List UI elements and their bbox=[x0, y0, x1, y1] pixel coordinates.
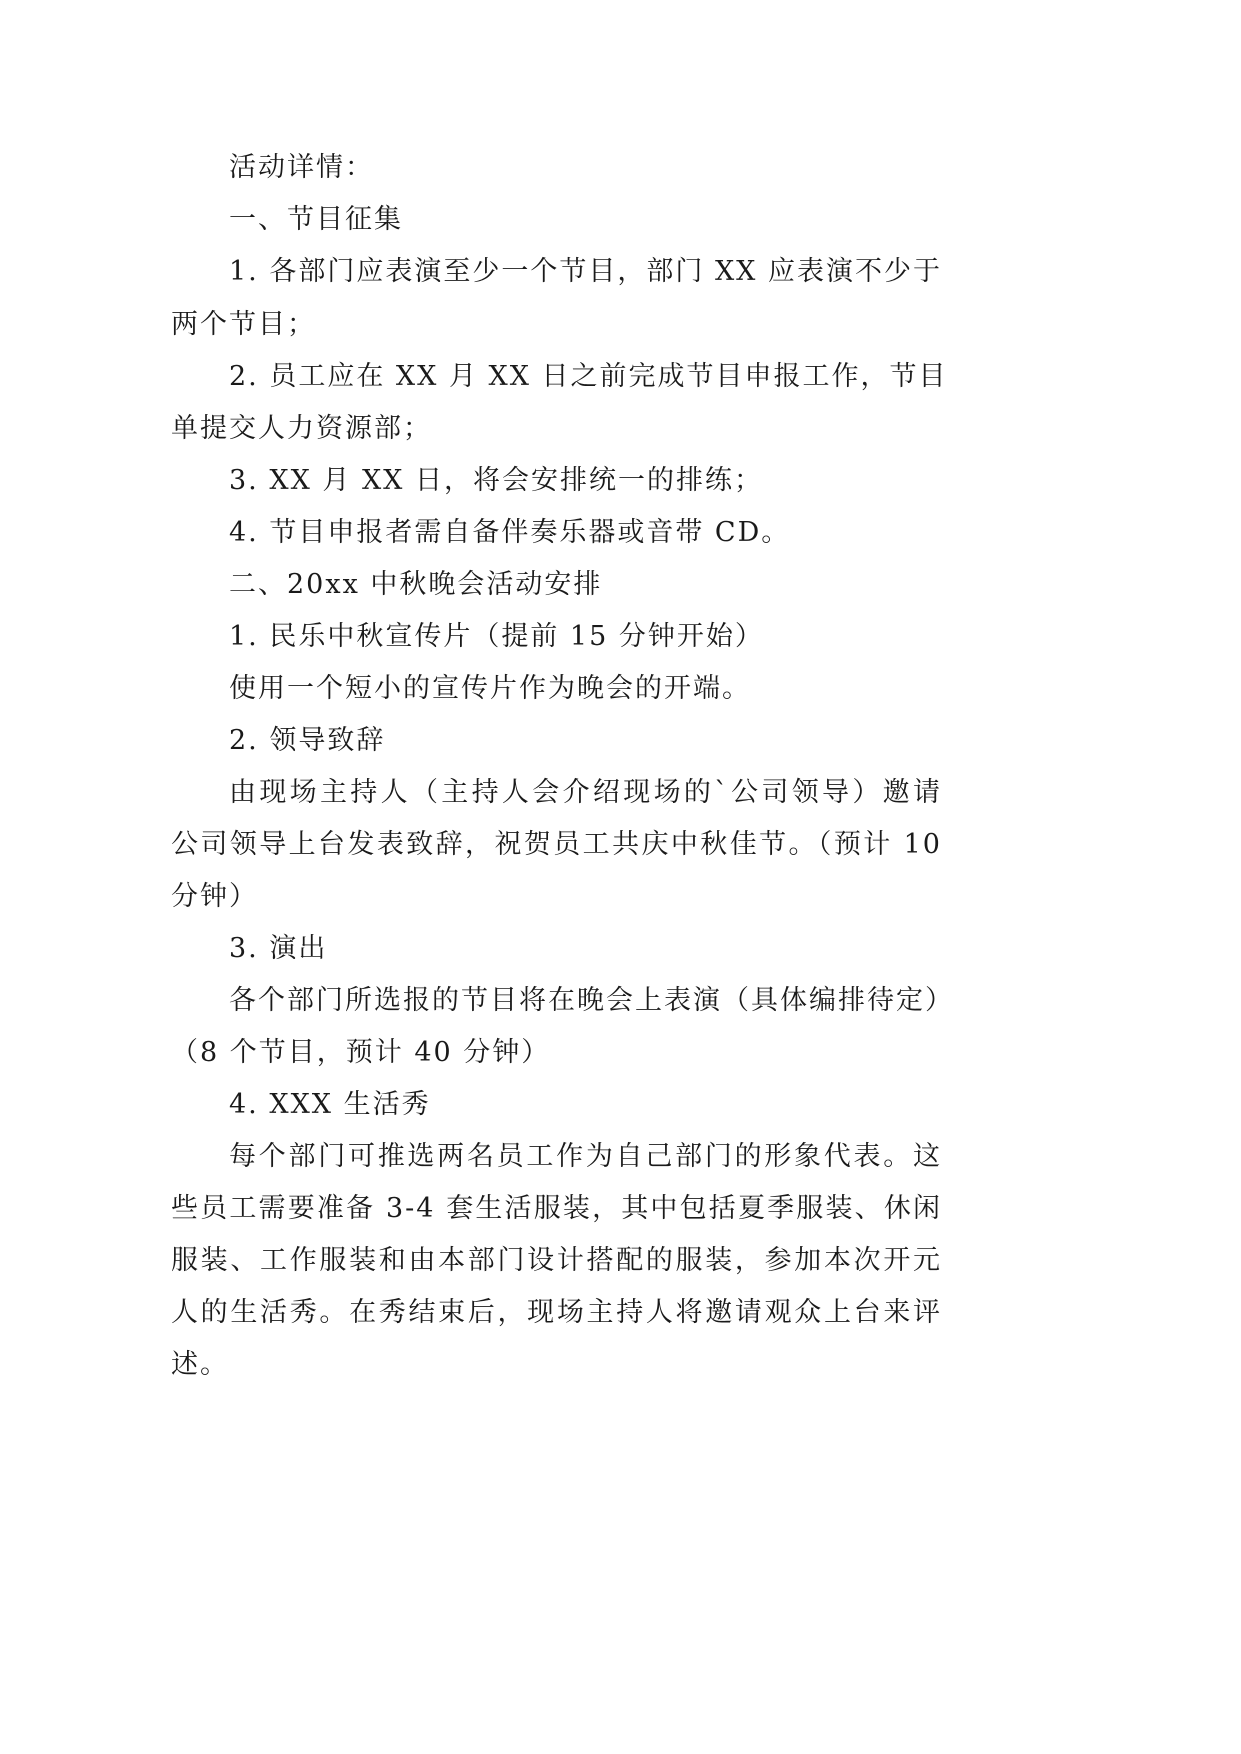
paragraph-line bbox=[0, 981, 1106, 1021]
paragraph-text: 由现场主持人（主持人会介绍现场的`公司领导）邀请 bbox=[229, 777, 942, 808]
paragraph-text: 两个节目； bbox=[171, 309, 316, 340]
paragraph-text: 4. 节目申报者需自备伴奏乐器或音带 CD。 bbox=[229, 517, 791, 548]
paragraph-line bbox=[0, 1033, 1106, 1073]
paragraph-text: 分钟） bbox=[171, 881, 258, 912]
paragraph-line bbox=[0, 252, 1106, 292]
paragraph-line bbox=[0, 461, 1106, 501]
paragraph-line bbox=[0, 669, 1106, 709]
paragraph-text: 2. 领导致辞 bbox=[229, 725, 386, 756]
paragraph-text: 述。 bbox=[171, 1349, 229, 1380]
paragraph-text: 各个部门所选报的节目将在晚会上表演（具体编排待定） bbox=[229, 985, 954, 1016]
paragraph-line bbox=[0, 409, 1106, 449]
paragraph-text: 二、20xx 中秋晚会活动安排 bbox=[229, 569, 603, 600]
paragraph-text: （8 个节目，预计 40 分钟） bbox=[171, 1037, 551, 1068]
paragraph-text: 每个部门可推选两名员工作为自己部门的形象代表。这 bbox=[229, 1141, 942, 1172]
paragraph-line bbox=[0, 929, 1106, 969]
paragraph-line bbox=[0, 305, 1106, 345]
paragraph-text: 1. 民乐中秋宣传片（提前 15 分钟开始） bbox=[229, 621, 764, 652]
paragraph-line bbox=[0, 1293, 1106, 1333]
paragraph-line bbox=[0, 1137, 1106, 1177]
paragraph-line bbox=[0, 825, 1106, 865]
paragraph-line bbox=[0, 513, 1106, 553]
paragraph-line bbox=[0, 1085, 1106, 1125]
paragraph-line bbox=[0, 1241, 1106, 1281]
paragraph-text: 1. 各部门应表演至少一个节目，部门 XX 应表演不少于 bbox=[229, 256, 942, 287]
paragraph-line bbox=[0, 1189, 1106, 1229]
paragraph-line bbox=[0, 1345, 1106, 1385]
paragraph-text: 服装、工作服装和由本部门设计搭配的服装，参加本次开元 bbox=[171, 1245, 942, 1276]
paragraph-text: 公司领导上台发表致辞，祝贺员工共庆中秋佳节。（预计 10 bbox=[171, 829, 942, 860]
paragraph-text: 3. 演出 bbox=[229, 933, 328, 964]
paragraph-text: 使用一个短小的宣传片作为晚会的开端。 bbox=[229, 673, 751, 704]
paragraph-text: 单提交人力资源部； bbox=[171, 413, 432, 444]
section-heading bbox=[0, 565, 1106, 605]
paragraph-line bbox=[0, 877, 1106, 917]
paragraph-text: 4. XXX 生活秀 bbox=[229, 1089, 431, 1120]
paragraph-line bbox=[0, 357, 1106, 397]
section-heading bbox=[0, 148, 1106, 188]
paragraph-text: 活动详情： bbox=[229, 152, 374, 183]
paragraph-line bbox=[0, 773, 1106, 813]
paragraph-text: 2. 员工应在 XX 月 XX 日之前完成节目申报工作，节目 bbox=[229, 361, 948, 392]
paragraph-text: 些员工需要准备 3-4 套生活服装，其中包括夏季服装、休闲 bbox=[171, 1193, 942, 1224]
section-heading bbox=[0, 200, 1106, 240]
paragraph-text: 3. XX 月 XX 日，将会安排统一的排练； bbox=[229, 465, 763, 496]
paragraph-text: 一、节目征集 bbox=[229, 204, 403, 235]
paragraph-line bbox=[0, 721, 1106, 761]
paragraph-line bbox=[0, 617, 1106, 657]
paragraph-text: 人的生活秀。在秀结束后，现场主持人将邀请观众上台来评 bbox=[171, 1297, 942, 1328]
